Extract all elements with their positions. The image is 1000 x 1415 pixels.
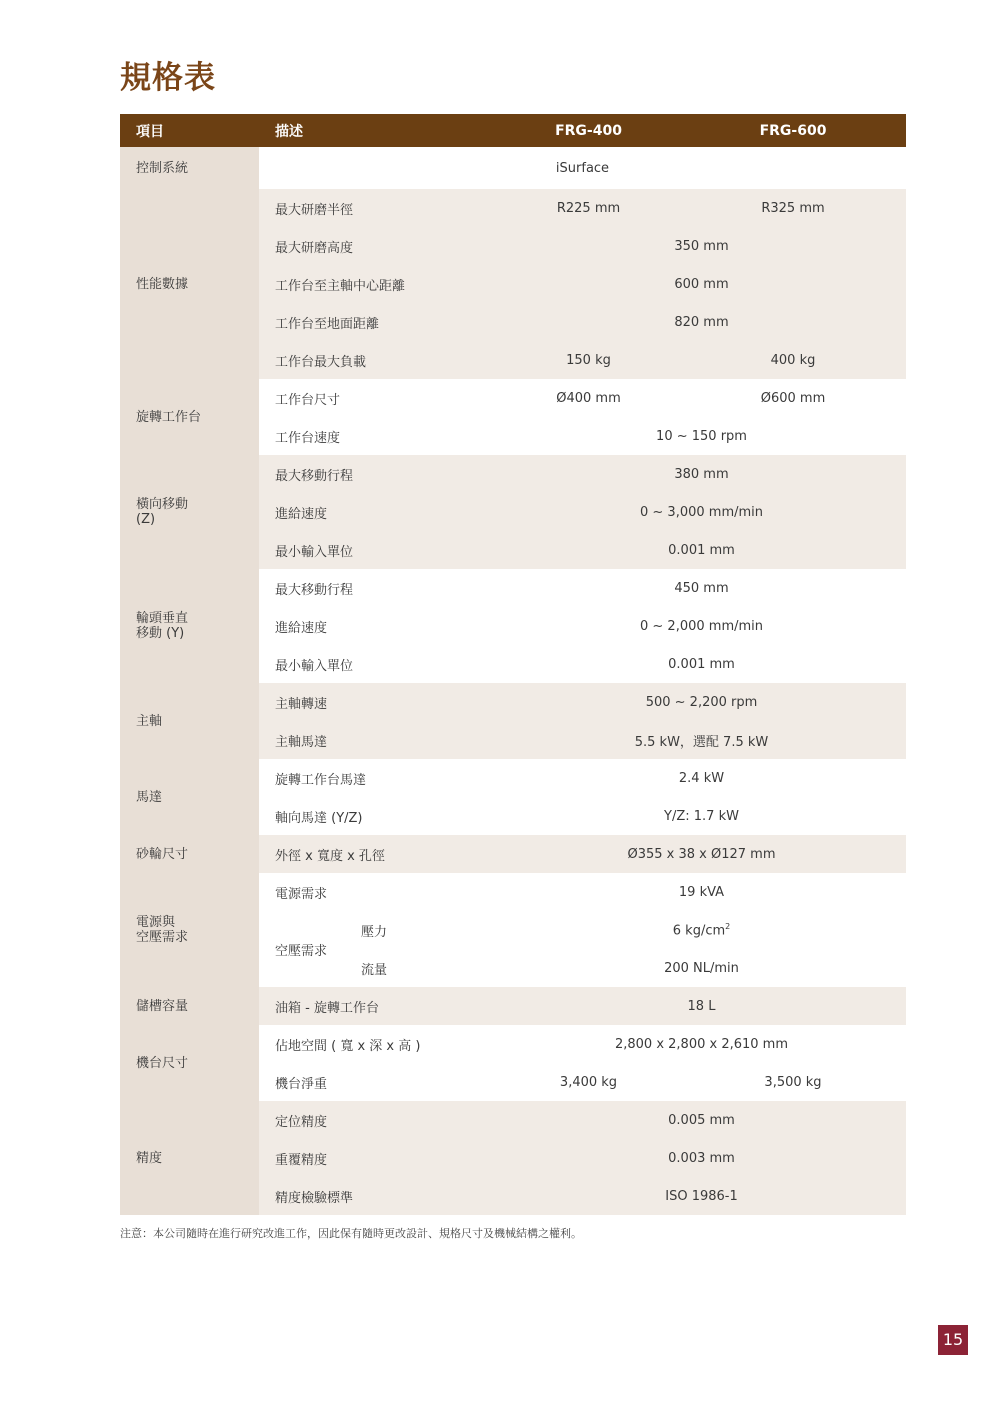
value-cell: 2,800 x 2,800 x 2,610 mm <box>614 1036 789 1052</box>
value-cell: 450 mm <box>674 580 729 596</box>
value-cell: 18 L <box>497 987 906 1025</box>
category-cell: 機台尺寸 <box>120 1025 259 1101</box>
desc-cell: 工作台至地面距離 <box>259 303 497 341</box>
value-cell-frg600: 3,500 kg <box>764 1074 822 1090</box>
header-item: 項目 <box>120 114 259 147</box>
desc-cell: 工作台最大負載 <box>259 341 497 379</box>
desc-cell: 最大研磨半徑 <box>259 189 497 227</box>
table-row <box>120 873 906 911</box>
category-cell: 控制系統 <box>120 147 259 189</box>
value-cell: iSurface <box>555 160 610 176</box>
desc-cell: 電源需求 <box>275 886 328 902</box>
category-cell: 馬達 <box>120 759 259 835</box>
category-cell <box>120 455 259 569</box>
category-cell: 主軸 <box>120 683 259 759</box>
footnote: 注意：本公司隨時在進行研究改進工作，因此保有隨時更改設計、規格尺寸及機械結構之權利。 <box>120 1227 582 1240</box>
value-cell: ISO 1986-1 <box>497 1177 906 1215</box>
value-cell: 0.001 mm <box>668 656 735 672</box>
sub-desc-cell: 壓力 <box>361 924 388 940</box>
category-line: 輪頭垂直 <box>136 611 189 626</box>
value-cell: 0.001 mm <box>497 531 906 569</box>
category-line: 橫向移動 <box>136 497 189 512</box>
header-model-frg600: FRG-600 <box>680 114 906 147</box>
table-row <box>120 1025 906 1063</box>
desc-cell: 主軸轉速 <box>259 683 497 721</box>
category-line: 移動 (Y) <box>136 626 185 641</box>
value-cell-frg400: 150 kg <box>497 341 680 379</box>
value-cell: 600 mm <box>497 265 906 303</box>
category-cell: 精度 <box>120 1101 259 1215</box>
desc-cell: 外徑 x 寬度 x 孔徑 <box>259 835 497 873</box>
desc-cell: 工作台速度 <box>275 430 341 446</box>
table-row <box>120 379 906 417</box>
value-cell: 380 mm <box>497 455 906 493</box>
value-cell: 200 NL/min <box>664 960 739 976</box>
table-row <box>120 987 906 1025</box>
value-cell: 0.005 mm <box>497 1101 906 1139</box>
desc-cell: 最小輸入單位 <box>259 531 497 569</box>
category-cell: 性能數據 <box>120 189 259 379</box>
value-cell: 0 ~ 2,000 mm/min <box>640 618 763 634</box>
table-row <box>120 835 906 873</box>
value-cell-frg400: Ø400 mm <box>556 390 621 406</box>
desc-cell: 定位精度 <box>259 1101 497 1139</box>
table-row <box>120 455 906 493</box>
value-cell: 19 kVA <box>678 884 725 900</box>
desc-cell: 進給速度 <box>275 620 328 636</box>
value-cell: 0 ~ 3,000 mm/min <box>497 493 906 531</box>
table-row <box>120 189 906 227</box>
desc-cell: 佔地空間 ( 寬 x 深 x 高 ) <box>275 1038 421 1054</box>
page-title: 規格表 <box>120 60 216 96</box>
table-row <box>120 759 906 797</box>
table-row <box>120 683 906 721</box>
desc-cell: 最大移動行程 <box>275 582 354 598</box>
value-cell: Ø355 x 38 x Ø127 mm <box>497 835 906 873</box>
desc-cell: 空壓需求 <box>275 943 328 959</box>
value-cell <box>497 911 906 949</box>
desc-cell: 重覆精度 <box>259 1139 497 1177</box>
category-line: 電源與 <box>136 915 176 930</box>
value-cell-frg400: 3,400 kg <box>559 1074 618 1090</box>
value-cell: 10 ~ 150 rpm <box>656 428 747 444</box>
category-cell: 旋轉工作台 <box>120 379 259 455</box>
desc-cell: 最大移動行程 <box>259 455 497 493</box>
table-header-row <box>120 114 906 147</box>
table-row <box>120 569 906 607</box>
desc-cell: 進給速度 <box>259 493 497 531</box>
desc-cell: 精度檢驗標準 <box>259 1177 497 1215</box>
category-cell: 儲槽容量 <box>120 987 259 1025</box>
category-cell <box>120 569 259 683</box>
page-number: 15 <box>938 1325 968 1355</box>
desc-cell: 機台淨重 <box>275 1076 328 1092</box>
value-cell: 350 mm <box>497 227 906 265</box>
desc-cell: 工作台至主軸中心距離 <box>259 265 497 303</box>
header-model-frg400: FRG-400 <box>497 114 680 147</box>
desc-cell: 油箱 - 旋轉工作台 <box>259 987 497 1025</box>
desc-cell: 軸向馬達 (Y/Z) <box>275 810 363 826</box>
value-text: 6 kg/cm <box>672 923 726 939</box>
category-line: (Z) <box>136 512 156 527</box>
value-cell: 2.4 kW <box>678 770 725 786</box>
desc-cell: 最大研磨高度 <box>259 227 497 265</box>
category-cell: 砂輪尺寸 <box>120 835 259 873</box>
desc-cell: 主軸馬達 <box>259 721 497 759</box>
desc-cell: 工作台尺寸 <box>275 392 341 408</box>
category-line: 空壓需求 <box>136 930 189 945</box>
value-cell: Y/Z: 1.7 kW <box>664 808 739 824</box>
value-cell-frg600: 400 kg <box>680 341 906 379</box>
value-cell: 820 mm <box>497 303 906 341</box>
table-row <box>120 1101 906 1139</box>
spec-table <box>120 114 906 1215</box>
value-cell: 500 ~ 2,200 rpm <box>497 683 906 721</box>
table-row <box>120 147 906 189</box>
desc-cell: 旋轉工作台馬達 <box>275 772 367 788</box>
value-cell-frg600: Ø600 mm <box>760 390 826 406</box>
header-desc: 描述 <box>259 114 497 147</box>
value-cell: 5.5 kW，選配 7.5 kW <box>497 721 906 759</box>
value-cell-frg600: R325 mm <box>680 189 906 227</box>
category-cell <box>120 873 259 987</box>
value-cell: 0.003 mm <box>497 1139 906 1177</box>
superscript: 2 <box>725 921 731 931</box>
value-cell-frg400: R225 mm <box>497 189 680 227</box>
sub-desc-cell: 流量 <box>361 962 388 978</box>
desc-cell: 最小輸入單位 <box>275 658 354 674</box>
